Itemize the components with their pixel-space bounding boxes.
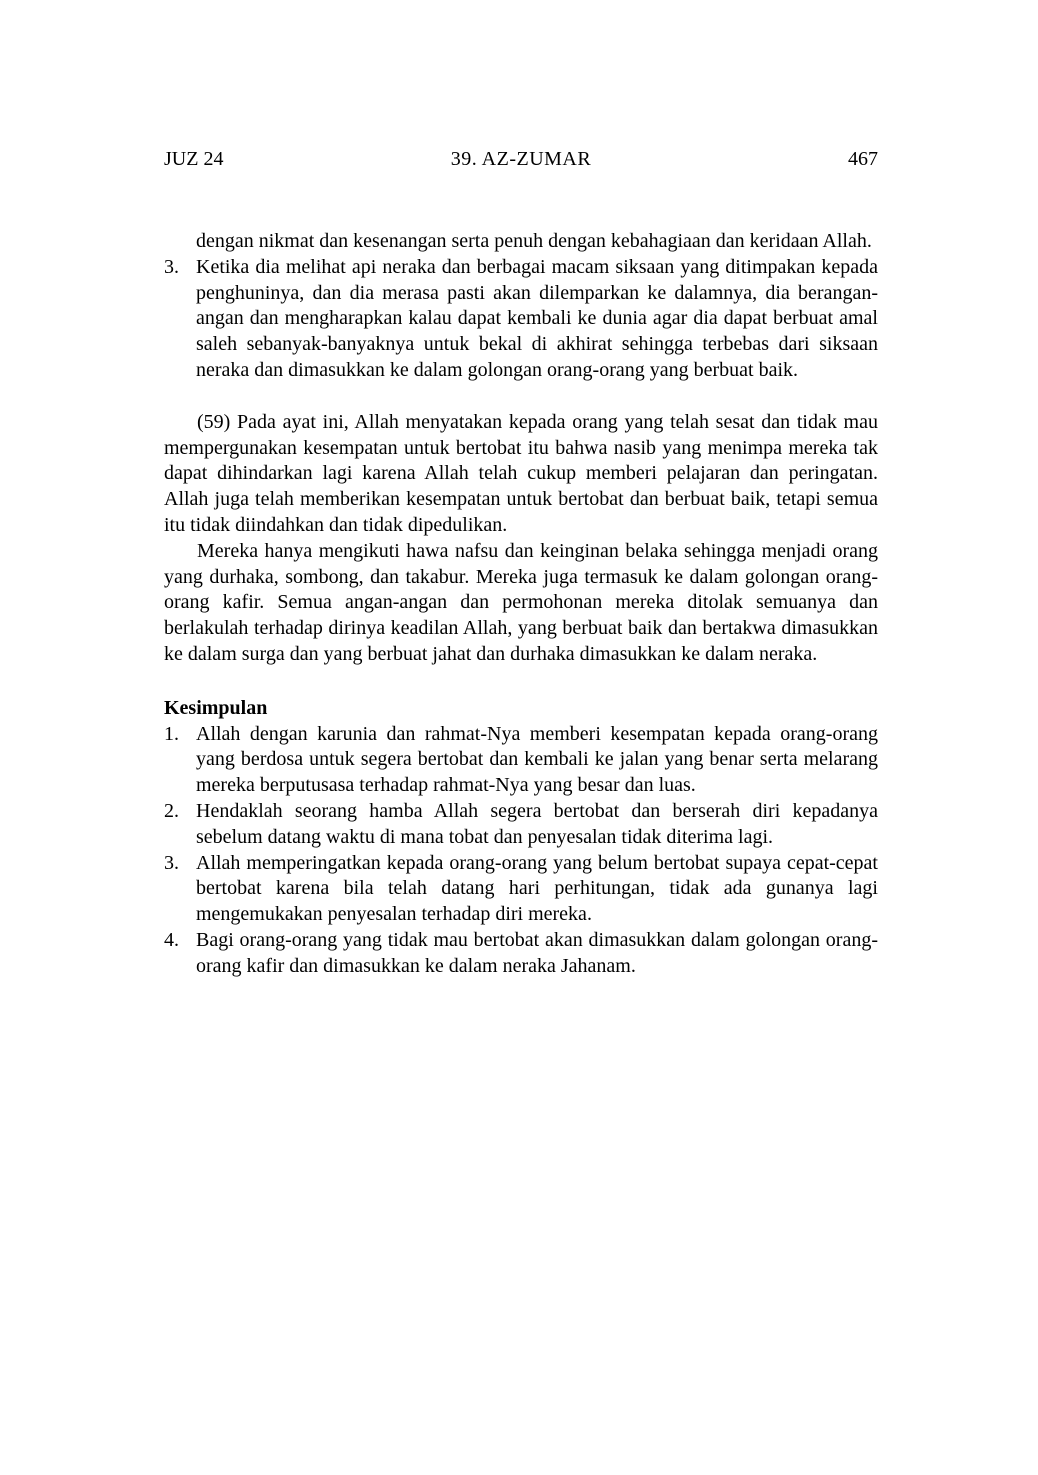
header-juz-label: JUZ 24 [164, 148, 224, 170]
list-item [164, 851, 878, 928]
list-item-text: Ketika dia melihat api neraka dan berbagai macam siksaan yang ditimpakan kepada penghuninya, dan dia merasa pasti akan dilemparkan ke dalamnya, dia berangan-angan dan mengharapkan kalau dapat kembali ke dunia agar dia dapat berbuat amal saleh sebanyak-banyaknya untuk bekal di akhirat sehingga terbebas dari siksaan neraka dan dimasukkan ke dalam golongan orang-orang yang berbuat baik. [196, 255, 878, 381]
list-item-text: Bagi orang-orang yang tidak mau bertobat akan dimasukkan dalam golongan orang-orang kafir dan dimasukkan ke dalam neraka Jahanam. [196, 928, 878, 977]
header-surah-title: 39. AZ-ZUMAR [450, 148, 592, 170]
list-item-number: 2. [164, 799, 179, 822]
list-item [164, 722, 878, 799]
list-item [164, 799, 878, 851]
list-item-text: Hendaklah seorang hamba Allah segera bertobat dan berserah diri kepadanya sebelum datang waktu di mana tobat dan penyesalan tidak diterima lagi. [196, 799, 878, 848]
list-item [164, 928, 878, 980]
list-item-text: Allah memperingatkan kepada orang-orang yang belum bertobat supaya cepat-cepat bertobat karena bila telah datang hari perhitungan, tidak ada gunanya lagi mengemukakan penyesalan terhadap diri mereka. [196, 851, 878, 926]
list-item-number: 3. [164, 851, 179, 874]
list-item-number: 4. [164, 928, 179, 951]
list-item-text: Allah dengan karunia dan rahmat-Nya memberi kesempatan kepada orang-orang yang berdosa untuk segera bertobat dan kembali ke jalan yang benar serta melarang mereka berputusasa terhadap rahmat-Nya yang besar dan luas. [196, 722, 878, 797]
paragraph-verse-59: (59) Pada ayat ini, Allah menyatakan kepada orang yang telah sesat dan tidak mau mempergunakan kesempatan untuk bertobat itu bahwa nasib yang menimpa mereka tak dapat dihindarkan lagi karena Allah telah cukup memberi pelajaran dan peringatan. Allah juga telah memberikan kesempatan untuk bertobat dan berbuat baik, tetapi semua itu tidak diindahkan dan tidak dipedulikan. [164, 410, 878, 536]
page-header [164, 146, 878, 172]
kesimpulan-heading: Kesimpulan [164, 696, 268, 719]
header-page-number: 467 [848, 148, 878, 170]
list-item-2-continuation: dengan nikmat dan kesenangan serta penuh dengan kebahagiaan dan keridaan Allah. [196, 230, 872, 252]
list-item-number: 1. [164, 722, 179, 745]
paragraph-commentary: Mereka hanya mengikuti hawa nafsu dan keinginan belaka sehingga menjadi orang yang durhaka, sombong, dan takabur. Mereka juga termasuk ke dalam golongan orang-orang kafir. Semua angan-angan dan permohonan mereka ditolak semuanya dan berlakulah terhadap dirinya keadilan Allah, yang berbuat baik dan bertakwa dimasukkan ke dalam surga dan yang berbuat jahat dan durhaka dimasukkan ke dalam neraka. [164, 539, 878, 665]
list-item-number: 3. [164, 255, 179, 278]
body-text-column [164, 229, 878, 980]
list-item-3 [164, 255, 878, 384]
